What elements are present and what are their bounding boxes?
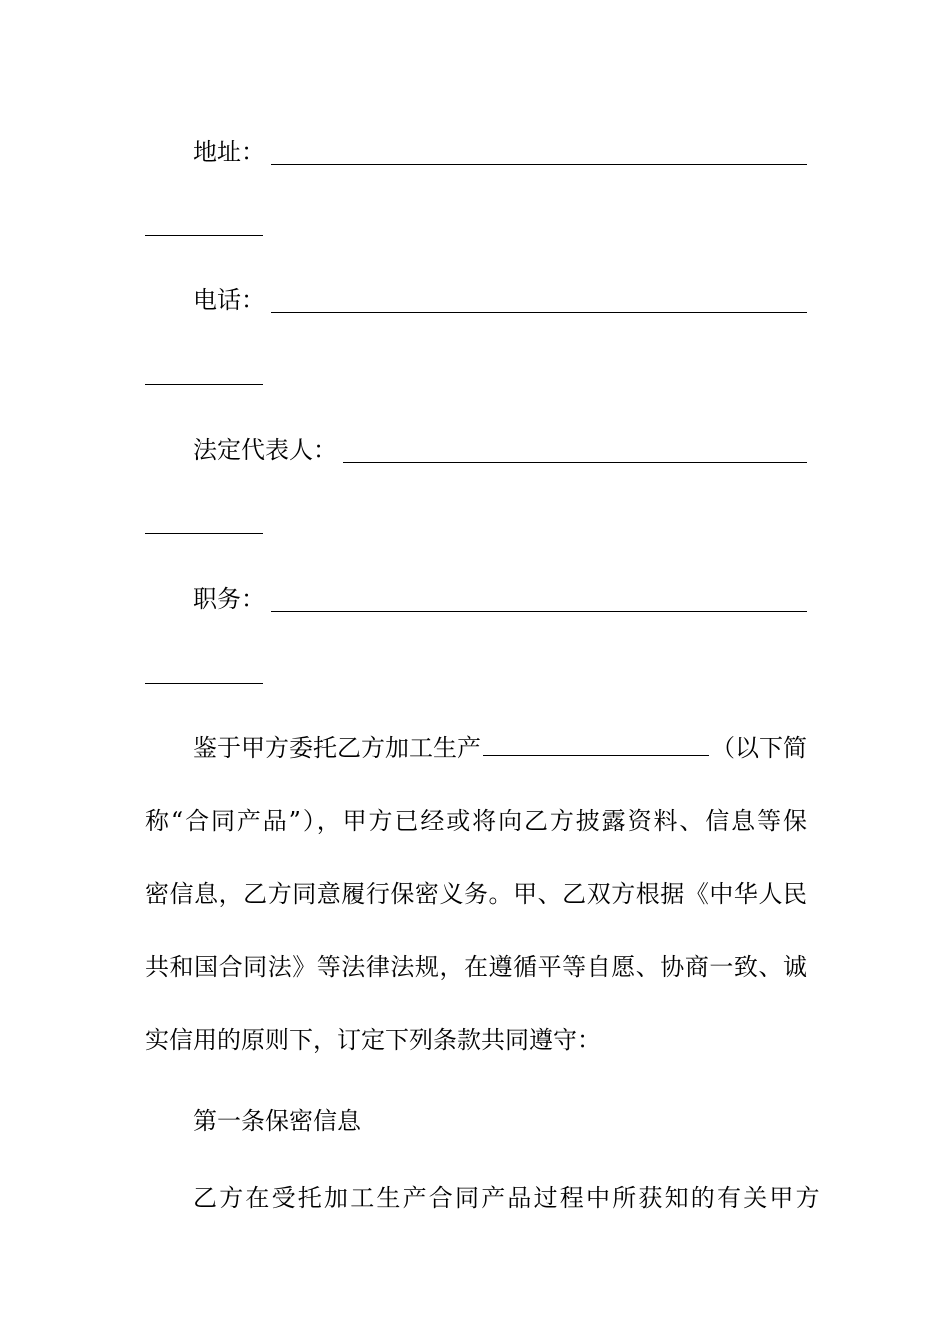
address-field	[193, 140, 807, 164]
preamble-line-1-end: （以下简	[711, 734, 807, 762]
address-label: 地址：	[193, 138, 265, 166]
preamble-line-4: 共和国合同法》等法律法规，在遵循平等自愿、协商一致、诚	[145, 953, 807, 981]
position-continuation-line	[145, 683, 263, 684]
article-1-heading: 第一条保密信息	[193, 1107, 361, 1135]
preamble-line-1-start: 鉴于甲方委托乙方加工生产	[193, 734, 481, 762]
position-blank-line	[271, 611, 807, 612]
preamble-line-5: 实信用的原则下，订定下列条款共同遵守：	[145, 1026, 601, 1054]
legal-representative-label: 法定代表人：	[193, 436, 337, 464]
legal-representative-blank-line	[343, 462, 807, 463]
preamble-line-1	[145, 712, 807, 785]
phone-label: 电话：	[193, 286, 265, 314]
phone-continuation-line	[145, 384, 263, 385]
position-label: 职务：	[193, 585, 265, 613]
preamble-line-2: 称“合同产品”），甲方已经或将向乙方披露资料、信息等保	[145, 807, 807, 835]
address-continuation-line	[145, 235, 263, 236]
address-blank-line	[271, 164, 807, 165]
legal-representative-continuation-line	[145, 533, 263, 534]
legal-representative-field	[193, 438, 807, 462]
preamble-line-3: 密信息，乙方同意履行保密义务。甲、乙双方根据《中华人民	[145, 880, 807, 908]
article-1-line-1: 乙方在受托加工生产合同产品过程中所获知的有关甲方	[193, 1184, 822, 1212]
product-name-blank	[483, 735, 709, 756]
phone-field	[193, 288, 807, 312]
preamble-paragraph	[145, 712, 807, 1077]
position-field	[193, 587, 807, 611]
phone-blank-line	[271, 312, 807, 313]
